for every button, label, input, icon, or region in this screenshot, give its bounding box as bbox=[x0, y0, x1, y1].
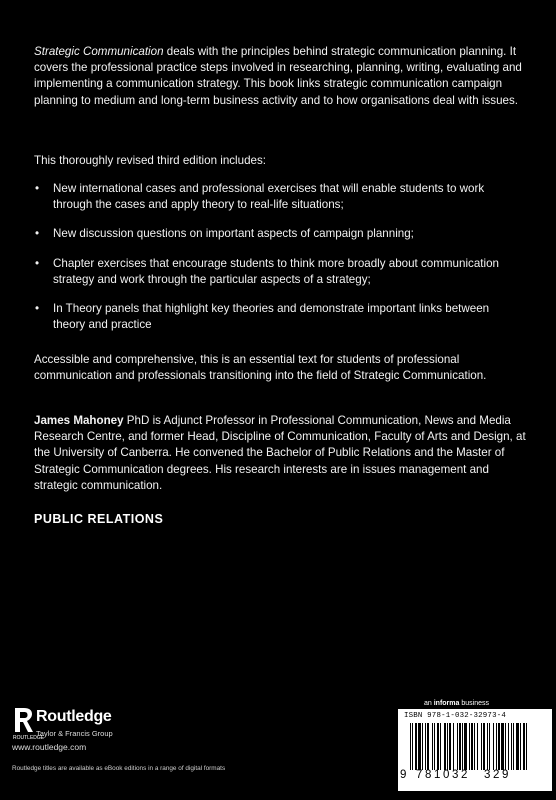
ebook-note: Routledge titles are available as eBook editions in a range of digital formats bbox=[12, 765, 226, 772]
informa-business-label: an informa business bbox=[424, 700, 489, 707]
list-item bbox=[34, 301, 524, 333]
list-item-text: New international cases and professional exercises that will enable students to work through the cases and apply theory to real-life situations; bbox=[53, 182, 485, 212]
bullet-icon: • bbox=[35, 227, 40, 241]
publisher-url[interactable]: www.routledge.com bbox=[12, 742, 87, 752]
informa-brand: informa bbox=[433, 700, 460, 707]
description-paragraph bbox=[34, 44, 524, 109]
list-item-text: New discussion questions on important aspects of campaign planning; bbox=[53, 227, 414, 241]
list-item bbox=[34, 226, 524, 242]
barcode-digits-right: 329 bbox=[484, 769, 511, 781]
author-name: James Mahoney bbox=[34, 414, 124, 427]
author-bio bbox=[34, 413, 528, 494]
isbn-barcode bbox=[398, 709, 552, 791]
barcode-digits bbox=[400, 769, 550, 789]
author-bio-text: PhD is Adjunct Professor in Professional Communication, News and Media Research Centre, and former Head, Discipline of Communication, Faculty of Arts and Design, at the University of Canberra. He convened the Bachelor of Public Relations and the Master of Strategic Communication degrees. His research interests are in issues management and strategic communication. bbox=[34, 414, 526, 492]
description-text: deals with the principles behind strategic communication planning. It covers the professional practice steps involved in researching, planning, writing, evaluating and implementing a communication strategy. This book links strategic communication campaign planning to medium and long-term business activity and to how organisations deal with issues. bbox=[34, 45, 522, 107]
barcode-digit-lead: 9 bbox=[400, 769, 407, 781]
publisher-group: Taylor & Francis Group bbox=[36, 729, 113, 738]
closing-paragraph: Accessible and comprehensive, this is an essential text for students of professional communication and professionals transitioning into the field of Strategic Communication. bbox=[34, 353, 487, 383]
publisher-name: Routledge bbox=[36, 708, 112, 725]
list-item bbox=[34, 256, 524, 288]
subject-category: PUBLIC RELATIONS bbox=[34, 512, 164, 526]
bullet-icon: • bbox=[35, 302, 40, 316]
isbn-label: ISBN 978-1-032-32973-4 bbox=[404, 712, 506, 720]
routledge-r-logo-icon bbox=[12, 706, 45, 741]
list-item-text: Chapter exercises that encourage students to think more broadly about communication strategy and work through the particular aspects of a strategy; bbox=[53, 256, 499, 286]
list-item bbox=[34, 181, 524, 213]
list-item-text: In Theory panels that highlight key theories and demonstrate important links between theory and practice bbox=[53, 302, 490, 332]
book-title-italic: Strategic Communication bbox=[34, 45, 164, 58]
bullet-icon: • bbox=[35, 182, 40, 195]
barcode-bars bbox=[410, 723, 544, 770]
edition-intro: This thoroughly revised third edition includes: bbox=[34, 154, 266, 167]
barcode-digits-left: 781032 bbox=[416, 769, 470, 781]
bullet-icon: • bbox=[35, 256, 40, 270]
svg-text:ROUTLEDGE: ROUTLEDGE bbox=[13, 735, 45, 741]
features-list bbox=[34, 181, 524, 346]
